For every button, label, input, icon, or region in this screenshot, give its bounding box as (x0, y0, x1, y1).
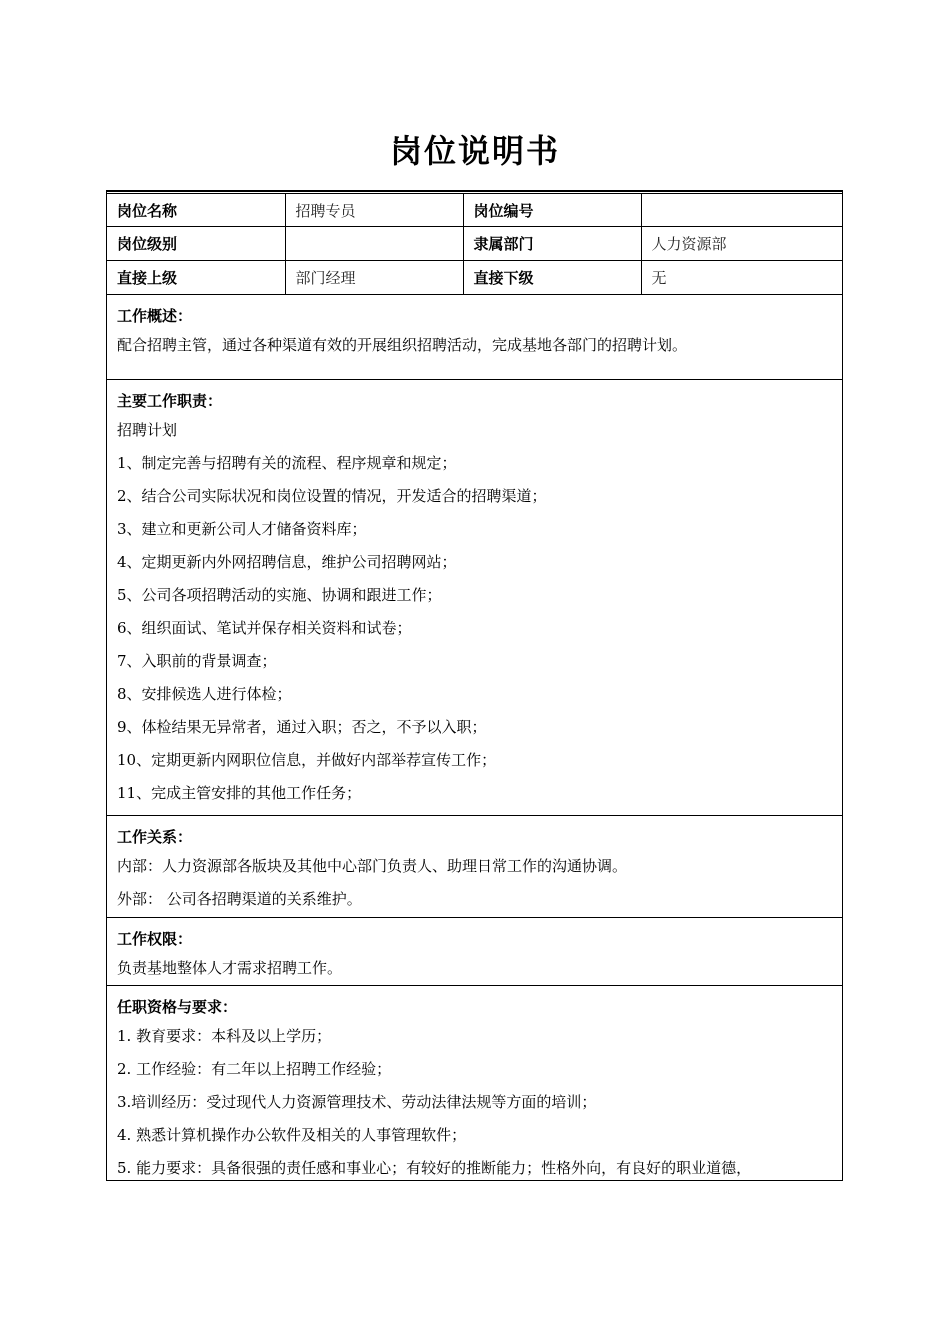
authority-item: 负责基地整体人才需求招聘工作。 (117, 959, 343, 977)
duty-item: 6、组织面试、笔试并保存相关资料和试卷； (117, 619, 412, 637)
relations-section (107, 815, 842, 917)
duty-item: 7、入职前的背景调查； (117, 652, 277, 670)
qualification-item: 5. 能力要求：具备很强的责任感和事业心；有较好的推断能力；性格外向，有良好的职业道德， (117, 1159, 752, 1177)
qualification-item: 3.培训经历：受过现代人力资源管理技术、劳动法律法规等方面的培训； (117, 1093, 597, 1111)
duties-list (117, 414, 832, 810)
qualification-item: 4. 熟悉计算机操作办公软件及相关的人事管理软件； (117, 1126, 467, 1144)
info-label: 隶属部门 (463, 227, 641, 261)
duty-item: 1、制定完善与招聘有关的流程、程序规章和规定； (117, 454, 457, 472)
duty-item: 4、定期更新内外网招聘信息，维护公司招聘网站； (117, 553, 457, 571)
duty-item: 11、完成主管安排的其他工作任务； (117, 784, 362, 802)
info-value: 人力资源部 (641, 227, 843, 261)
info-row (107, 261, 843, 295)
info-value (285, 227, 463, 261)
info-value (641, 193, 843, 227)
authority-section (107, 917, 842, 985)
duty-item: 3、建立和更新公司人才储备资料库； (117, 520, 367, 538)
authority-list (117, 952, 832, 985)
info-value: 招聘专员 (285, 193, 463, 227)
info-label: 直接下级 (463, 261, 641, 295)
qualifications-section (107, 985, 842, 1181)
info-label: 岗位级别 (107, 227, 285, 261)
duty-item: 2、结合公司实际状况和岗位设置的情况，开发适合的招聘渠道； (117, 487, 547, 505)
info-row (107, 193, 843, 227)
duty-item: 10、定期更新内网职位信息，并做好内部举荐宣传工作； (117, 751, 497, 769)
duty-item: 招聘计划 (117, 421, 178, 439)
duties-section (107, 379, 842, 815)
overview-title: 工作概述： (117, 307, 193, 325)
qualifications-list (117, 1020, 832, 1181)
info-label: 直接上级 (107, 261, 285, 295)
job-description-table (106, 190, 843, 1181)
duty-item: 5、公司各项招聘活动的实施、协调和跟进工作； (117, 586, 442, 604)
relation-item: 外部： 公司各招聘渠道的关系维护。 (117, 890, 362, 908)
info-row (107, 227, 843, 261)
qualification-item: 2. 工作经验：有二年以上招聘工作经验； (117, 1060, 392, 1078)
relations-list (117, 850, 832, 916)
overview-section (107, 295, 842, 379)
authority-title: 工作权限： (117, 930, 193, 948)
info-label: 岗位名称 (107, 193, 285, 227)
qualifications-title: 任职资格与要求： (117, 998, 238, 1016)
relations-title: 工作关系： (117, 828, 193, 846)
relation-item: 内部：人力资源部各版块及其他中心部门负责人、助理日常工作的沟通协调。 (117, 857, 628, 875)
duty-item: 8、安排候选人进行体检； (117, 685, 292, 703)
duty-item: 9、体检结果无异常者，通过入职；否之，不予以入职； (117, 718, 487, 736)
info-value: 部门经理 (285, 261, 463, 295)
info-value: 无 (641, 261, 843, 295)
overview-text: 配合招聘主管，通过各种渠道有效的开展组织招聘活动，完成基地各部门的招聘计划。 (117, 336, 688, 354)
duties-title: 主要工作职责： (117, 392, 223, 410)
basic-info-table (107, 191, 843, 295)
page-title: 岗位说明书 (389, 132, 560, 170)
qualification-item: 1. 教育要求：本科及以上学历； (117, 1027, 332, 1045)
info-label: 岗位编号 (463, 193, 641, 227)
